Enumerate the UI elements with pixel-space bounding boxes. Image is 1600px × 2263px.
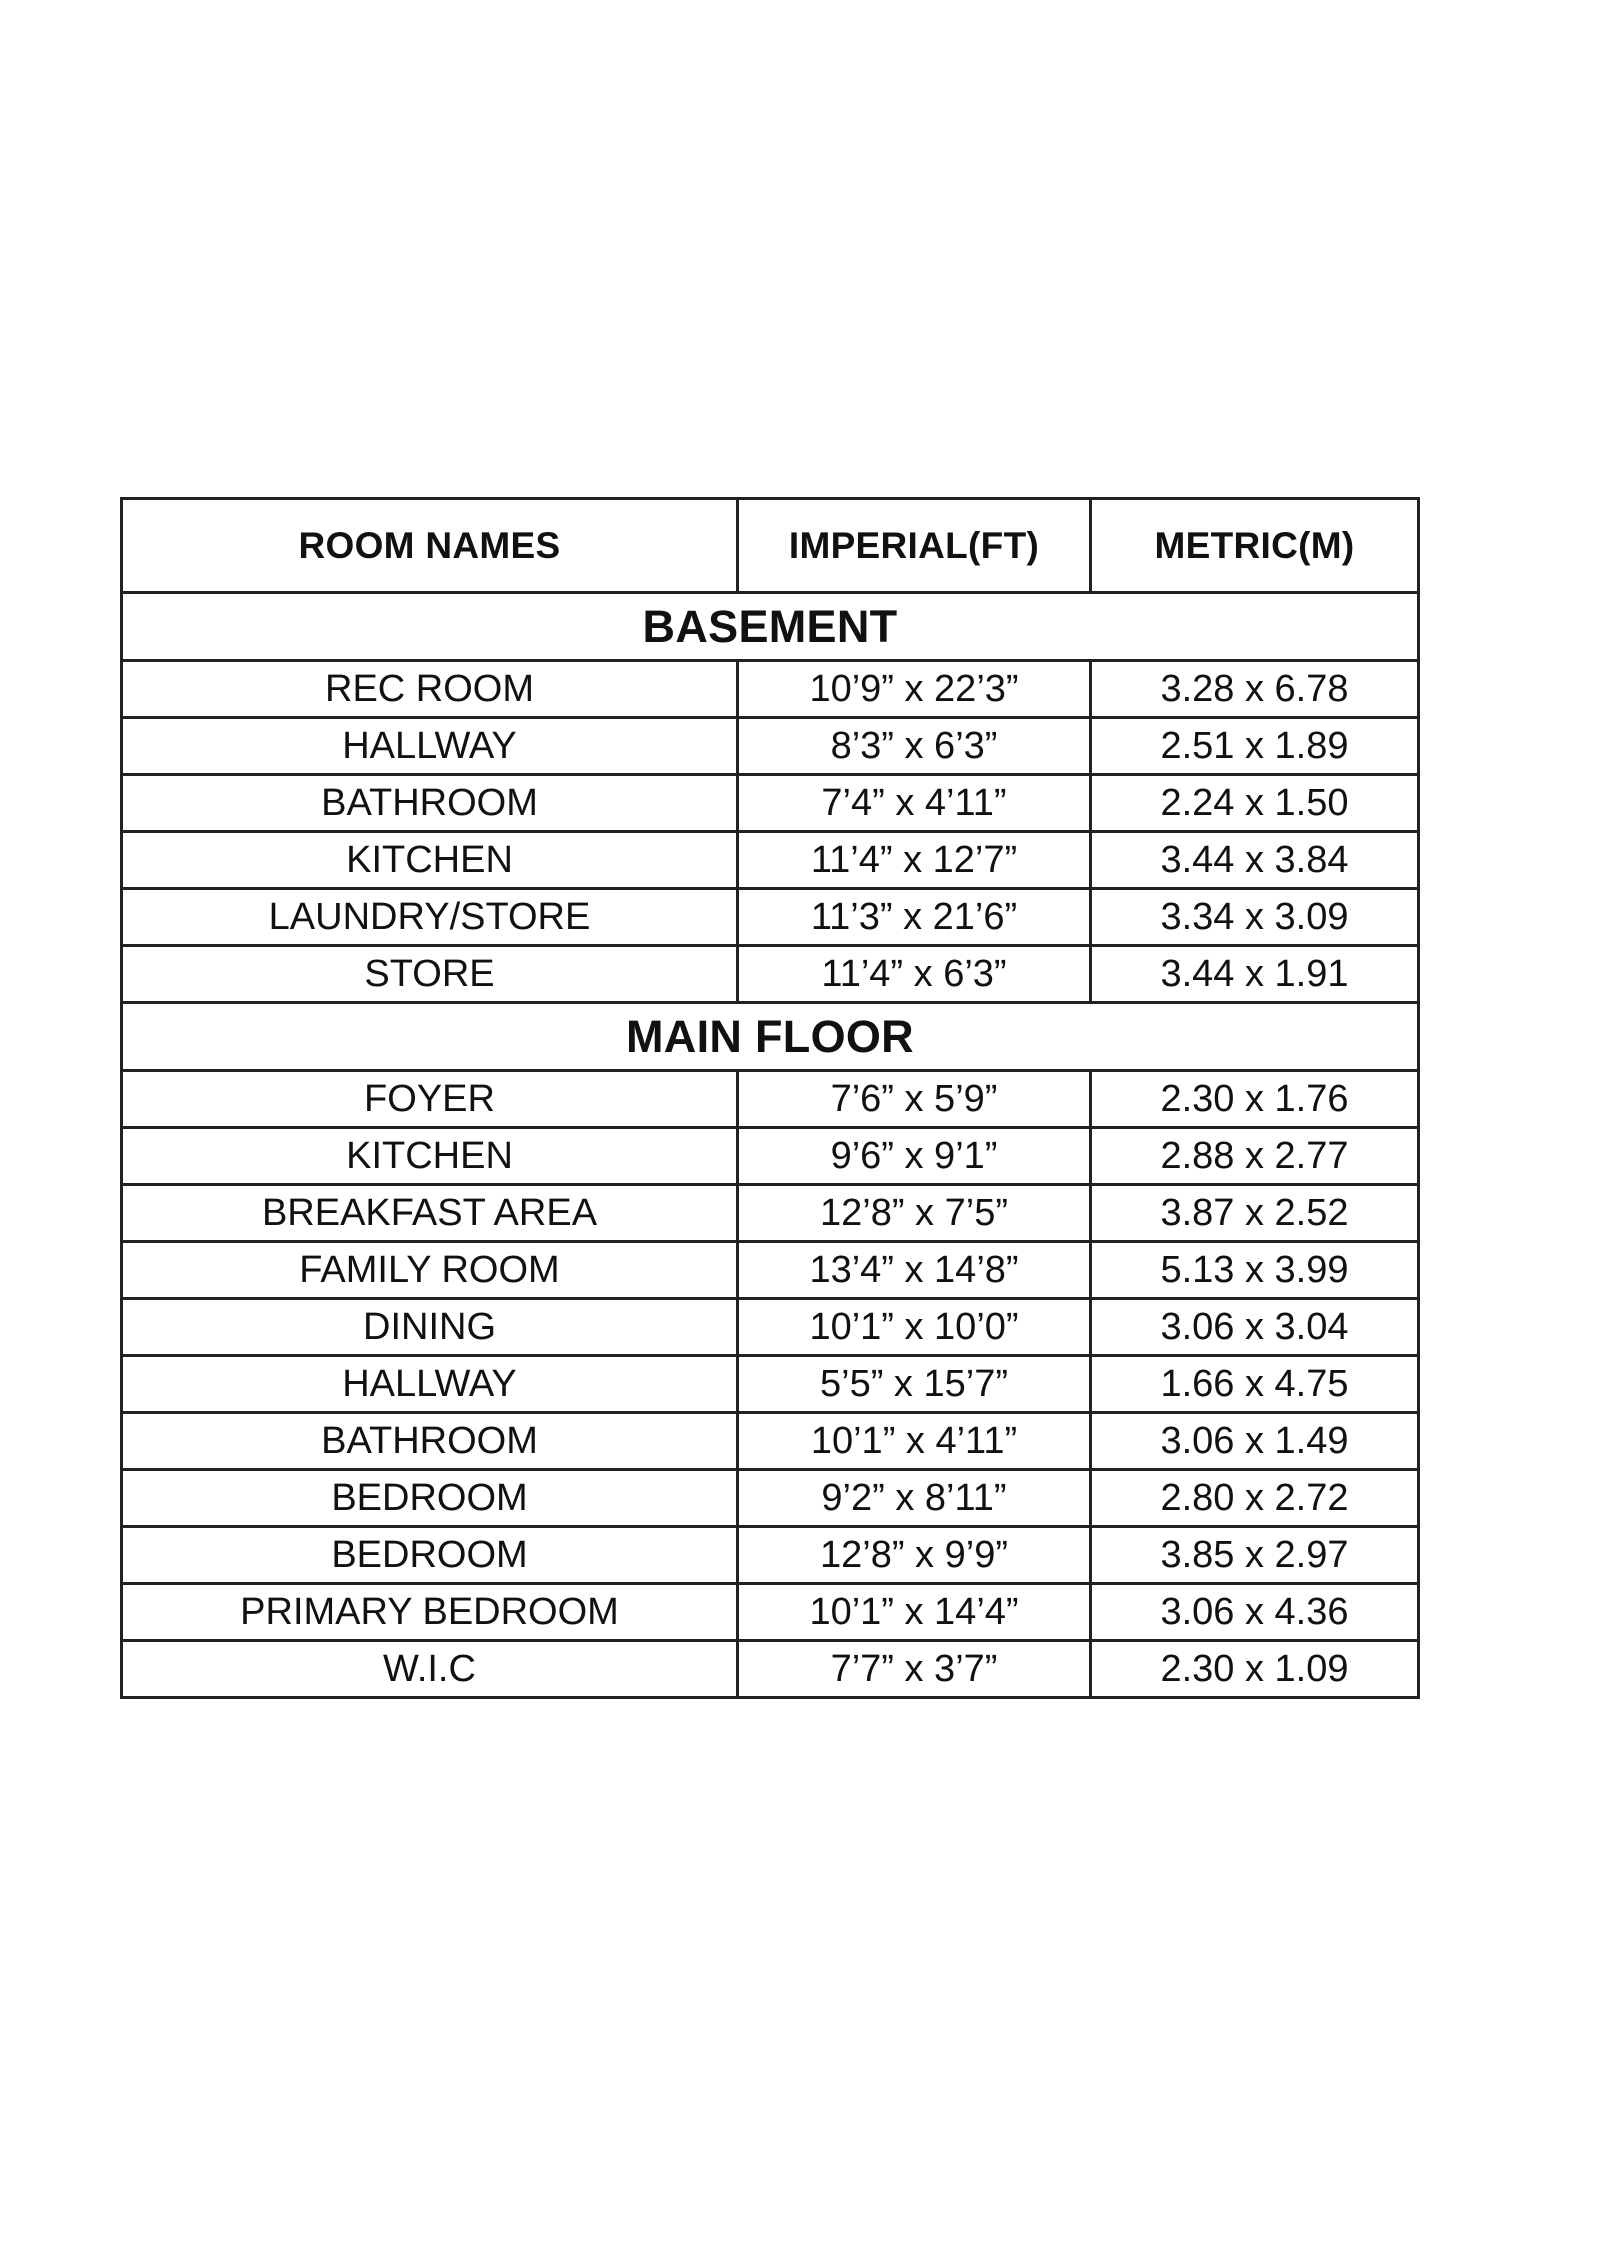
room-name-cell: FOYER <box>122 1071 738 1128</box>
room-name-cell: KITCHEN <box>122 1128 738 1185</box>
metric-cell: 3.06 x 3.04 <box>1091 1299 1419 1356</box>
header-room-names: ROOM NAMES <box>122 499 738 593</box>
table-row <box>122 1641 1419 1698</box>
header-metric: METRIC(M) <box>1091 499 1419 593</box>
metric-cell: 2.30 x 1.76 <box>1091 1071 1419 1128</box>
room-name-cell: DINING <box>122 1299 738 1356</box>
room-name-cell: BATHROOM <box>122 1413 738 1470</box>
metric-cell: 3.87 x 2.52 <box>1091 1185 1419 1242</box>
table-row <box>122 1470 1419 1527</box>
imperial-cell: 10’1” x 4’11” <box>738 1413 1091 1470</box>
table-row <box>122 1299 1419 1356</box>
section-title: MAIN FLOOR <box>122 1003 1419 1071</box>
imperial-cell: 7’6” x 5’9” <box>738 1071 1091 1128</box>
metric-cell: 3.28 x 6.78 <box>1091 661 1419 718</box>
room-name-cell: BEDROOM <box>122 1470 738 1527</box>
room-name-cell: W.I.C <box>122 1641 738 1698</box>
metric-cell: 3.34 x 3.09 <box>1091 889 1419 946</box>
room-name-cell: KITCHEN <box>122 832 738 889</box>
metric-cell: 2.80 x 2.72 <box>1091 1470 1419 1527</box>
metric-cell: 2.30 x 1.09 <box>1091 1641 1419 1698</box>
metric-cell: 3.44 x 1.91 <box>1091 946 1419 1003</box>
imperial-cell: 10’1” x 14’4” <box>738 1584 1091 1641</box>
header-imperial: IMPERIAL(FT) <box>738 499 1091 593</box>
imperial-cell: 13’4” x 14’8” <box>738 1242 1091 1299</box>
room-dimensions-table <box>120 497 1420 1699</box>
metric-cell: 5.13 x 3.99 <box>1091 1242 1419 1299</box>
imperial-cell: 7’4” x 4’11” <box>738 775 1091 832</box>
imperial-cell: 9’6” x 9’1” <box>738 1128 1091 1185</box>
imperial-cell: 10’1” x 10’0” <box>738 1299 1091 1356</box>
imperial-cell: 11’4” x 12’7” <box>738 832 1091 889</box>
metric-cell: 2.88 x 2.77 <box>1091 1128 1419 1185</box>
table-row <box>122 1185 1419 1242</box>
table-row <box>122 946 1419 1003</box>
table-row <box>122 1413 1419 1470</box>
table-row <box>122 832 1419 889</box>
room-name-cell: BEDROOM <box>122 1527 738 1584</box>
table-row <box>122 775 1419 832</box>
imperial-cell: 9’2” x 8’11” <box>738 1470 1091 1527</box>
room-name-cell: STORE <box>122 946 738 1003</box>
table-row <box>122 718 1419 775</box>
section-title: BASEMENT <box>122 593 1419 661</box>
room-name-cell: PRIMARY BEDROOM <box>122 1584 738 1641</box>
room-name-cell: HALLWAY <box>122 1356 738 1413</box>
table-row <box>122 1356 1419 1413</box>
room-name-cell: BATHROOM <box>122 775 738 832</box>
metric-cell: 3.06 x 4.36 <box>1091 1584 1419 1641</box>
room-dimensions-sheet <box>120 497 1417 1699</box>
metric-cell: 3.06 x 1.49 <box>1091 1413 1419 1470</box>
imperial-cell: 12’8” x 9’9” <box>738 1527 1091 1584</box>
table-row <box>122 661 1419 718</box>
room-name-cell: REC ROOM <box>122 661 738 718</box>
table-row <box>122 889 1419 946</box>
table-row <box>122 1128 1419 1185</box>
metric-cell: 2.24 x 1.50 <box>1091 775 1419 832</box>
room-name-cell: BREAKFAST AREA <box>122 1185 738 1242</box>
table-body <box>122 593 1419 1698</box>
metric-cell: 1.66 x 4.75 <box>1091 1356 1419 1413</box>
imperial-cell: 12’8” x 7’5” <box>738 1185 1091 1242</box>
imperial-cell: 11’3” x 21’6” <box>738 889 1091 946</box>
section-row <box>122 593 1419 661</box>
room-name-cell: LAUNDRY/STORE <box>122 889 738 946</box>
imperial-cell: 5’5” x 15’7” <box>738 1356 1091 1413</box>
table-row <box>122 1584 1419 1641</box>
imperial-cell: 10’9” x 22’3” <box>738 661 1091 718</box>
table-row <box>122 1071 1419 1128</box>
metric-cell: 2.51 x 1.89 <box>1091 718 1419 775</box>
imperial-cell: 7’7” x 3’7” <box>738 1641 1091 1698</box>
table-header <box>122 499 1419 593</box>
table-row <box>122 1242 1419 1299</box>
imperial-cell: 8’3” x 6’3” <box>738 718 1091 775</box>
room-name-cell: FAMILY ROOM <box>122 1242 738 1299</box>
section-row <box>122 1003 1419 1071</box>
room-name-cell: HALLWAY <box>122 718 738 775</box>
metric-cell: 3.85 x 2.97 <box>1091 1527 1419 1584</box>
header-row <box>122 499 1419 593</box>
table-row <box>122 1527 1419 1584</box>
metric-cell: 3.44 x 3.84 <box>1091 832 1419 889</box>
imperial-cell: 11’4” x 6’3” <box>738 946 1091 1003</box>
